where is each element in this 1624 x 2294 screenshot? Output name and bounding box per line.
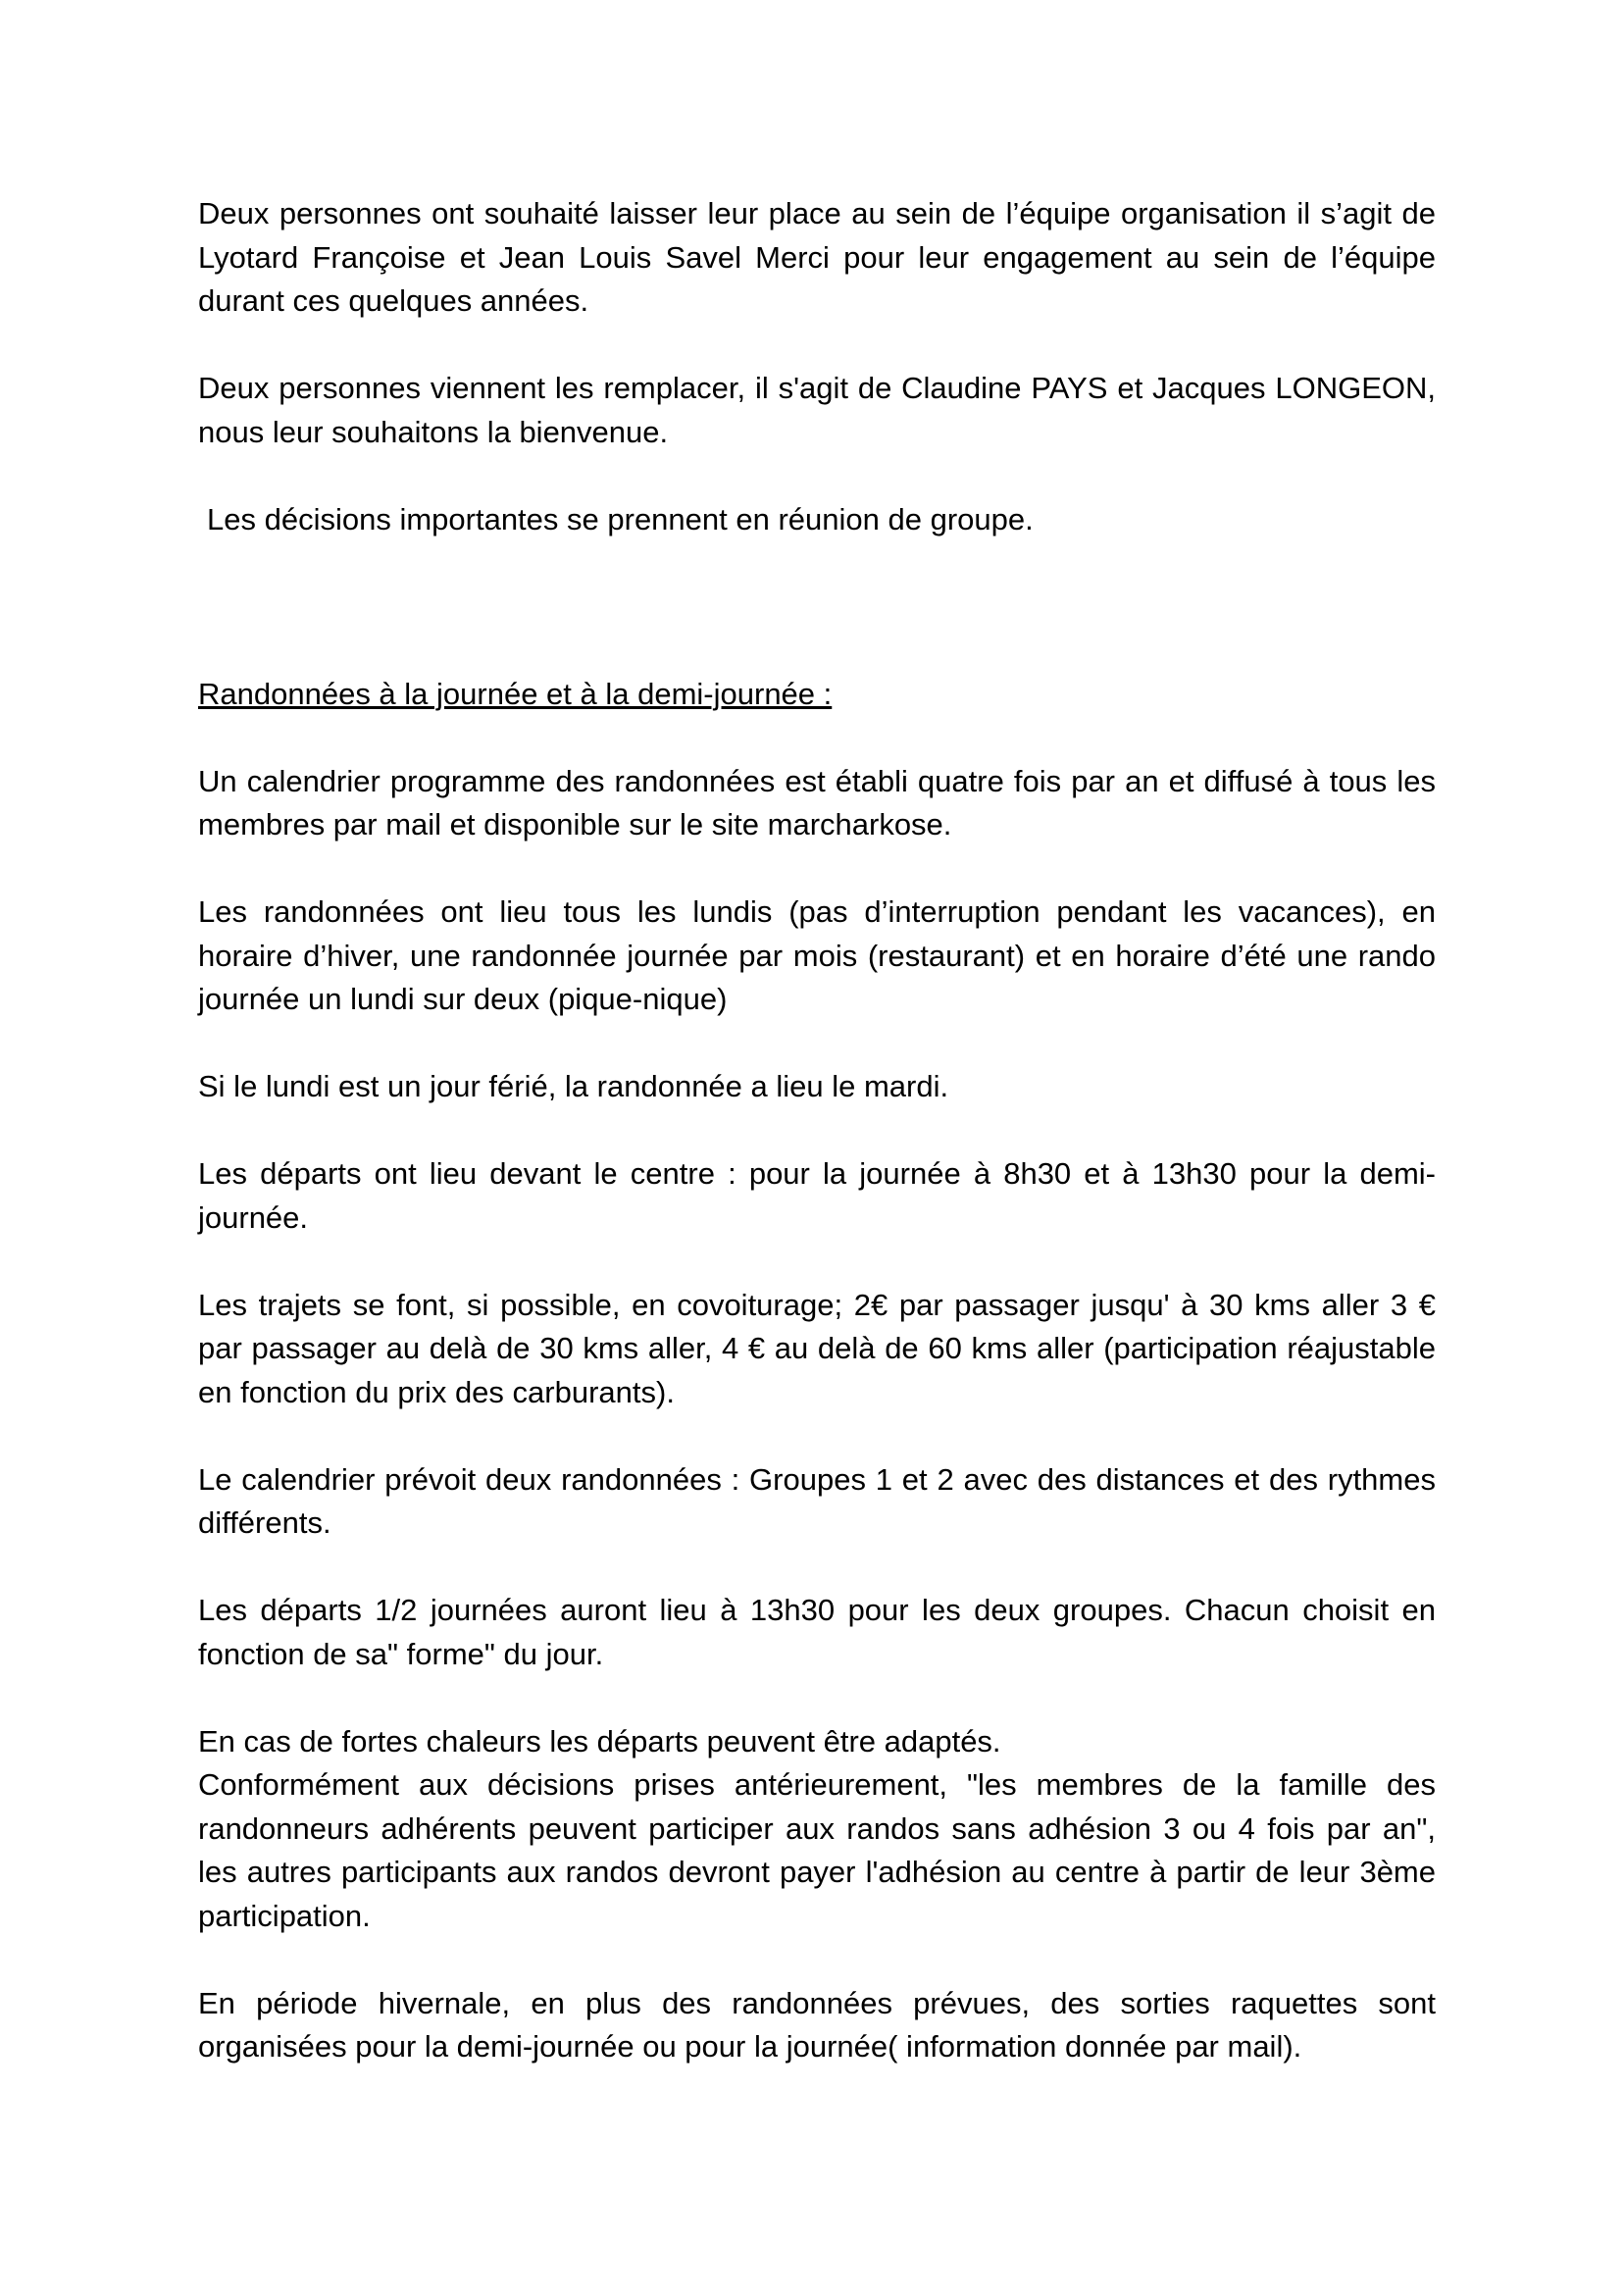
paragraph-calendar: Un calendrier programme des randonnées est établi quatre fois par an et diffusé à tous les membres par mail et disponible sur le site marcharkose. — [198, 763, 1436, 841]
paragraph-groups: Le calendrier prévoit deux randonnées : Groupes 1 et 2 avec des distances et des rythmes différents. — [198, 1461, 1436, 1540]
paragraph-heat: En cas de fortes chaleurs les départs peuvent être adaptés. — [198, 1723, 1001, 1759]
paragraph-team-replacements: Deux personnes viennent les remplacer, il s'agit de Claudine PAYS et Jacques LONGEON, nous leur souhaitons la bienvenue. — [198, 371, 1436, 449]
section-spacer — [198, 586, 1436, 673]
paragraph-winter: En période hivernale, en plus des randonnées prévues, des sorties raquettes sont organisées pour la demi-journée ou pour la journée( information donnée par mail). — [198, 1985, 1436, 2064]
paragraph-mondays: Les randonnées ont lieu tous les lundis (pas d’interruption pendant les vacances), en horaire d’hiver, une randonnée journée par mois (restaurant) et en horaire d’été une rando journée un lundi sur deux (pique-nique) — [198, 894, 1436, 1016]
paragraph-group-decisions: Les décisions importantes se prennent en réunion de groupe. — [207, 501, 1034, 536]
paragraph-team-departures: Deux personnes ont souhaité laisser leur place au sein de l’équipe organisation il s’agit de Lyotard Françoise et Jean Louis Savel Merci pour leur engagement au sein de l’équipe durant ces quelques années. — [198, 196, 1436, 318]
paragraph-departure-times: Les départs ont lieu devant le centre : pour la journée à 8h30 et à 13h30 pour la demi-journée. — [198, 1156, 1436, 1235]
document-body — [198, 192, 1436, 2113]
paragraph-half-day: Les départs 1/2 journées auront lieu à 13h30 pour les deux groupes. Chacun choisit en fonction de sa" forme" du jour. — [198, 1593, 1436, 1671]
paragraph-holiday: Si le lundi est un jour férié, la randonnée a lieu le mardi. — [198, 1069, 949, 1103]
paragraph-carpooling: Les trajets se font, si possible, en covoiturage; 2€ par passager jusqu' à 30 kms aller 3 € par passager au delà de 30 kms aller, 4 € au delà de 60 kms aller (participation réajustable en fonction du prix des carburants). — [198, 1287, 1436, 1409]
section-heading: Randonnées à la journée et à la demi-journée : — [198, 676, 833, 711]
paragraph-family-members: Conformément aux décisions prises antérieurement, "les membres de la famille des randonneurs adhérents peuvent participer aux randos sans adhésion 3 ou 4 fois par an", les autres participants aux randos devront payer l'adhésion au centre à partir de leur 3ème participation. — [198, 1767, 1436, 1933]
